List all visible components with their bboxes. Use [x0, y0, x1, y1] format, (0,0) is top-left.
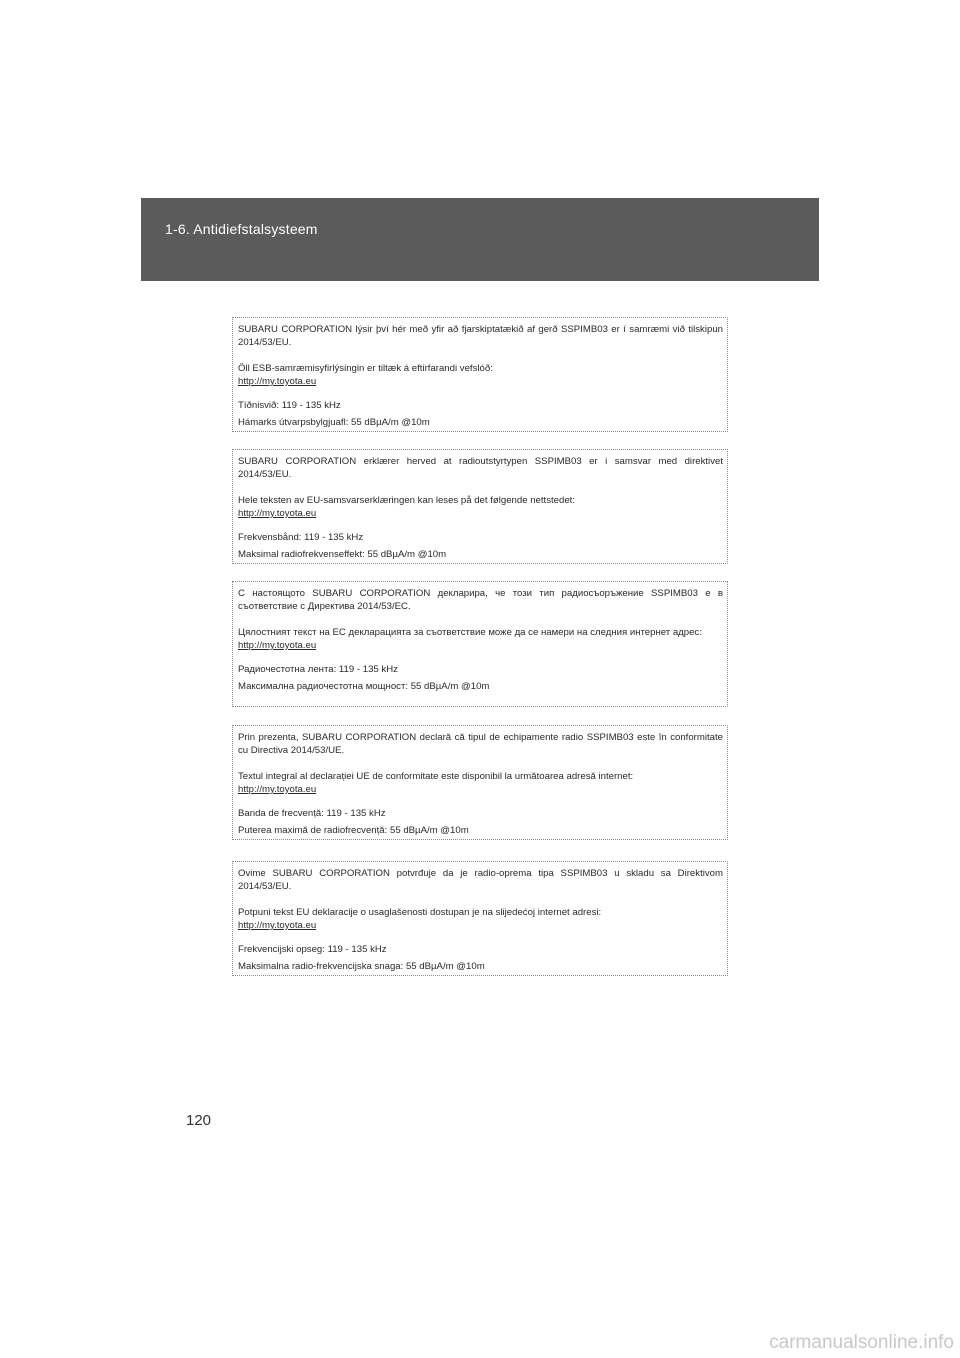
frequency-band: Tíðnisvið: 119 - 135 kHz [238, 400, 341, 411]
frequency-band: Banda de frecvență: 119 - 135 kHz [238, 808, 386, 819]
declaration-text: SUBARU CORPORATION lýsir því hér með yfir að fjarskiptatækið af gerð SSPIMB03 er í samræmi við tilskipun 2014/53/EU. [238, 324, 723, 348]
full-text-info: Hele teksten av EU-samsvarserklæringen kan leses på det følgende nettstedet: [238, 495, 576, 506]
full-text-info: Цялостният текст на ЕС декларацията за съответствие може да се намери на следния интернет адрес: [238, 627, 702, 638]
section-title: 1-6. Antidiefstalsysteem [165, 221, 318, 237]
full-text-info: Potpuni tekst EU deklaracije o usaglašenosti dostupan je na slijedećoj internet adresi: [238, 907, 602, 918]
frequency-band: Frekvencijski opseg: 119 - 135 kHz [238, 944, 387, 955]
section-header [141, 198, 819, 281]
frequency-band: Frekvensbånd: 119 - 135 kHz [238, 532, 364, 543]
conformity-notice-romanian [232, 725, 728, 840]
declaration-text: Prin prezenta, SUBARU CORPORATION declară că tipul de echipamente radio SSPIMB03 este în conformitate cu Directiva 2014/53/UE. [238, 732, 723, 756]
max-power: Puterea maximă de radiofrecvență: 55 dBµA/m @10m [238, 825, 469, 836]
declaration-text: Ovime SUBARU CORPORATION potvrđuje da je radio-oprema tipa SSPIMB03 u skladu sa Direktivom 2014/53/EU. [238, 868, 723, 892]
declaration-text: С настоящото SUBARU CORPORATION декларира, че този тип радиосъоръжение SSPIMB03 е в съответствие с Директива 2014/53/ЕС. [238, 588, 723, 612]
declaration-link[interactable]: http://my.toyota.eu [238, 508, 317, 519]
max-power: Maksimalna radio-frekvencijska snaga: 55 dBµA/m @10m [238, 961, 485, 972]
declaration-link[interactable]: http://my.toyota.eu [238, 376, 317, 387]
full-text-info: Textul integral al declarației UE de conformitate este disponibil la următoarea adresă internet: [238, 771, 634, 782]
max-power: Maksimal radiofrekvenseffekt: 55 dBµA/m @10m [238, 549, 447, 560]
max-power: Максимална радиочестотна мощност: 55 dBµA/m @10m [238, 681, 490, 692]
page-number: 120 [186, 1112, 212, 1129]
full-text-info: Öll ESB-samræmisyfirlýsingin er tiltæk á eftirfarandi vefslóð: [238, 363, 493, 374]
max-power: Hámarks útvarpsbylgjuafl: 55 dBµA/m @10m [238, 417, 430, 428]
conformity-notice-bulgarian [232, 581, 728, 707]
watermark: carmanualsonline.info [769, 1332, 954, 1353]
declaration-link[interactable]: http://my.toyota.eu [238, 784, 317, 795]
conformity-notice-norwegian [232, 449, 728, 564]
frequency-band: Радиочестотна лента: 119 - 135 kHz [238, 664, 398, 675]
conformity-notice-icelandic [232, 317, 728, 432]
declaration-text: SUBARU CORPORATION erklærer herved at radioutstyrtypen SSPIMB03 er i samsvar med direktivet 2014/53/EU. [238, 456, 723, 480]
declaration-link[interactable]: http://my.toyota.eu [238, 640, 317, 651]
declaration-link[interactable]: http://my.toyota.eu [238, 920, 317, 931]
conformity-notice-croatian [232, 861, 728, 976]
